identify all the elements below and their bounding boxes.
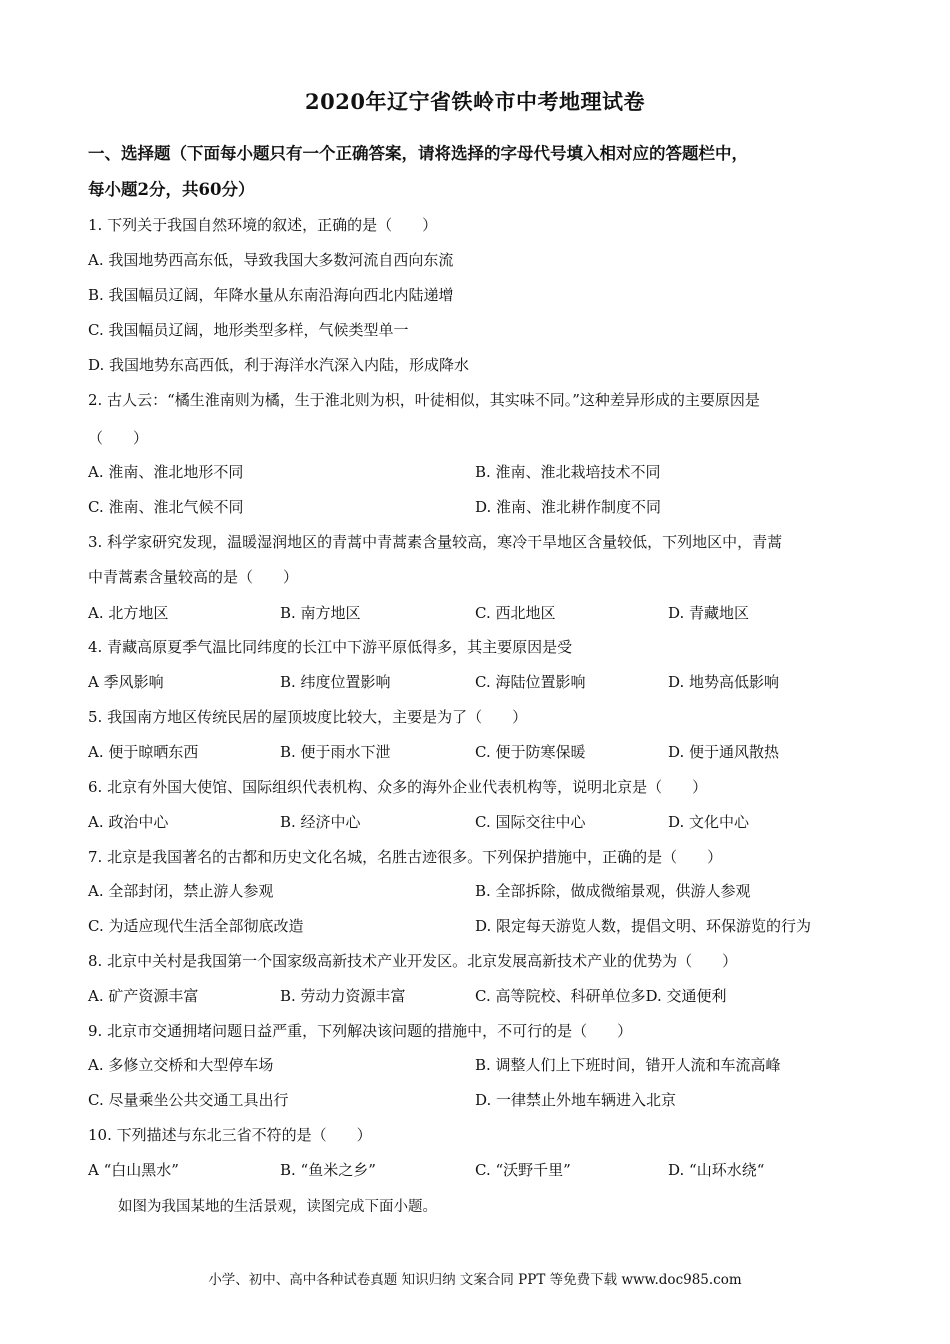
question-3-stem: 3. 科学家研究发现，温暖湿润地区的青蒿中青蒿素含量较高，寒冷干旱地区含量较低，下列地区中，青蒿 <box>88 533 783 551</box>
question-1-option-b: B. 我国幅员辽阔，年降水量从东南沿海向西北内陆递增 <box>88 286 454 304</box>
question-5-option-d: D. 便于通风散热 <box>668 743 780 761</box>
question-5-option-b: B. 便于雨水下泄 <box>280 743 391 761</box>
question-9-stem: 9. 北京市交通拥堵问题日益严重，下列解决该问题的措施中，不可行的是（ ） <box>88 1022 633 1040</box>
question-3-option-a: A. 北方地区 <box>88 604 169 622</box>
question-1-option-a: A. 我国地势西高东低，导致我国大多数河流自西向东流 <box>88 251 454 269</box>
question-3-option-d: D. 青藏地区 <box>668 604 750 622</box>
question-8-stem: 8. 北京中关村是我国第一个国家级高新技术产业开发区。北京发展高新技术产业的优势为（ ） <box>88 952 738 970</box>
question-10-option-d: D. “山环水绕“ <box>668 1161 765 1179</box>
page-footer: 小学、初中、高中各种试卷真题 知识归纳 文案合同 PPT 等免费下载 www.doc985.com <box>208 1272 742 1288</box>
figure-intro-text: 如图为我国某地的生活景观，读图完成下面小题。 <box>118 1199 437 1215</box>
question-3-option-c: C. 西北地区 <box>475 604 556 622</box>
question-10-option-a: A “白山黑水” <box>88 1161 179 1179</box>
question-7-option-c: C. 为适应现代生活全部彻底改造 <box>88 917 304 935</box>
question-8-option-a: A. 矿产资源丰富 <box>88 987 199 1005</box>
question-2-option-c: C. 淮南、淮北气候不同 <box>88 498 244 516</box>
question-4-option-a: A 季风影响 <box>88 673 164 691</box>
question-8-option-b: B. 劳动力资源丰富 <box>280 987 406 1005</box>
question-1-stem: 1. 下列关于我国自然环境的叙述，正确的是（ ） <box>88 216 438 234</box>
section-heading-line-1: 一、选择题（下面每小题只有一个正确答案，请将选择的字母代号填入相对应的答题栏中， <box>88 144 748 163</box>
question-7-option-a: A. 全部封闭，禁止游人参观 <box>88 882 274 900</box>
section-heading-line-2: 每小题2分，共60分） <box>88 180 255 199</box>
question-1-option-d: D. 我国地势东高西低，利于海洋水汽深入内陆，形成降水 <box>88 356 470 374</box>
question-3-option-b: B. 南方地区 <box>280 604 361 622</box>
question-4-option-d: D. 地势高低影响 <box>668 673 780 691</box>
question-6-stem: 6. 北京有外国大使馆、国际组织代表机构、众多的海外企业代表机构等，说明北京是（ ） <box>88 778 708 796</box>
question-4-stem: 4. 青藏高原夏季气温比同纬度的长江中下游平原低得多，其主要原因是受 <box>88 638 573 656</box>
question-2-option-d: D. 淮南、淮北耕作制度不同 <box>475 498 662 516</box>
question-6-option-c: C. 国际交往中心 <box>475 813 586 831</box>
question-9-option-a: A. 多修立交桥和大型停车场 <box>88 1056 274 1074</box>
question-2-stem: 2. 古人云：“橘生淮南则为橘，生于淮北则为枳，叶徒相似，其实味不同。”这种差异形成的主要原因是 <box>88 391 760 409</box>
question-10-option-c: C. “沃野千里” <box>475 1161 571 1179</box>
question-4-option-b: B. 纬度位置影响 <box>280 673 391 691</box>
question-5-option-a: A. 便于晾晒东西 <box>88 743 199 761</box>
question-6-option-a: A. 政治中心 <box>88 813 169 831</box>
question-5-option-c: C. 便于防寒保暖 <box>475 743 586 761</box>
question-2-stem-continued: （ ） <box>88 429 149 447</box>
question-8-option-c: C. 高等院校、科研单位多D. 交通便利 <box>475 987 727 1005</box>
question-1-option-c: C. 我国幅员辽阔，地形类型多样，气候类型单一 <box>88 321 409 339</box>
question-4-option-c: C. 海陆位置影响 <box>475 673 586 691</box>
question-9-option-d: D. 一律禁止外地车辆进入北京 <box>475 1091 677 1109</box>
question-5-stem: 5. 我国南方地区传统民居的屋顶坡度比较大，主要是为了（ ） <box>88 708 528 726</box>
question-10-stem: 10. 下列描述与东北三省不符的是（ ） <box>88 1126 372 1144</box>
question-10-option-b: B. “鱼米之乡” <box>280 1161 376 1179</box>
question-7-option-b: B. 全部拆除，做成微缩景观，供游人参观 <box>475 882 751 900</box>
question-3-stem-continued: 中青蒿素含量较高的是（ ） <box>88 568 299 586</box>
question-2-option-b: B. 淮南、淮北栽培技术不同 <box>475 463 661 481</box>
page-title: 2020年辽宁省铁岭市中考地理试卷 <box>305 89 645 114</box>
question-7-stem: 7. 北京是我国著名的古都和历史文化名城，名胜古迹很多。下列保护措施中，正确的是（ ） <box>88 848 723 866</box>
question-7-option-d: D. 限定每天游览人数，提倡文明、环保游览的行为 <box>475 917 812 935</box>
question-6-option-d: D. 文化中心 <box>668 813 750 831</box>
question-6-option-b: B. 经济中心 <box>280 813 361 831</box>
section-heading <box>88 136 878 208</box>
question-9-option-c: C. 尽量乘坐公共交通工具出行 <box>88 1091 289 1109</box>
question-2-option-a: A. 淮南、淮北地形不同 <box>88 463 244 481</box>
question-9-option-b: B. 调整人们上下班时间，错开人流和车流高峰 <box>475 1056 781 1074</box>
